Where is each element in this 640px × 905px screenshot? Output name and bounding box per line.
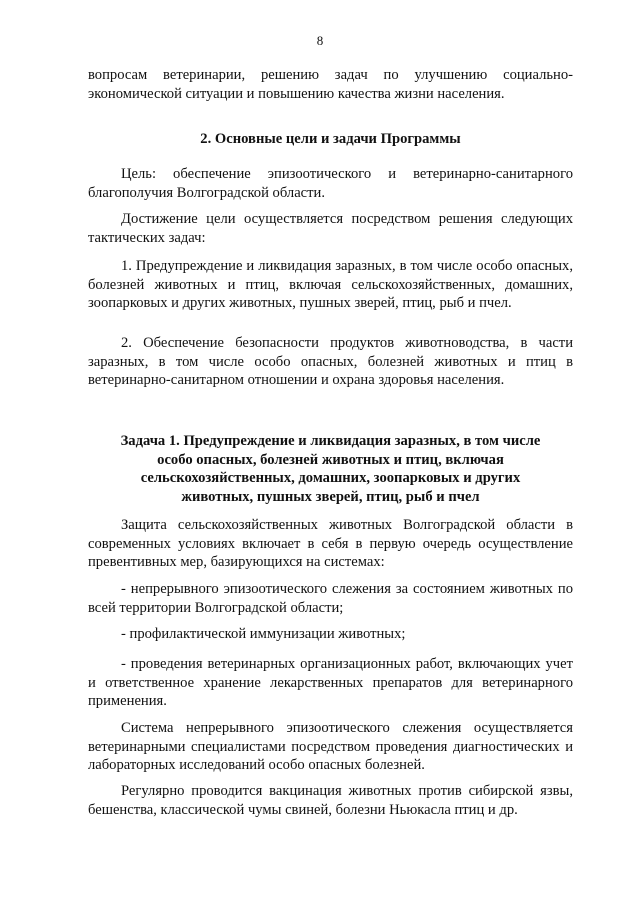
monitoring-system-paragraph: Система непрерывного эпизоотического слежения осуществляется ветеринарными специалистами посредством проведения диагностических и лабораторных исследований особо опасных болезней. <box>88 720 573 773</box>
task-list-item-1: 1. Предупреждение и ликвидация заразных, в том числе особо опасных, болезней животных и птиц, включая сельскохозяйственных, домашних, зоопарковых и других животных, пушных зверей, птиц, рыб и пчел. <box>88 258 573 311</box>
task1-heading-line-2: особо опасных, болезней животных и птиц, включая <box>157 451 504 468</box>
task1-heading-line-4: животных, пушных зверей, птиц, рыб и пчел <box>181 488 480 505</box>
section-heading: 2. Основные цели и задачи Программы <box>200 131 461 147</box>
goal-paragraph: Цель: обеспечение эпизоотического и ветеринарно-санитарного благополучия Волгоградской области. <box>88 166 573 201</box>
task1-heading-line-3: сельскохозяйственных, домашних, зоопарковых и других <box>140 470 521 486</box>
page-number: 8 <box>316 33 324 48</box>
vaccination-paragraph: Регулярно проводится вакцинация животных против сибирской язвы, бешенства, классической чумы свиней, болезни Ньюкасла птиц и др. <box>88 783 573 818</box>
achievement-paragraph: Достижение цели осуществляется посредством решения следующих тактических задач: <box>88 211 573 246</box>
task-list-item-2: 2. Обеспечение безопасности продуктов животноводства, в части заразных, в том числе особо опасных, болезней животных и птиц в ветеринарно-санитарном отношении и охрана здоровья населения. <box>88 335 573 388</box>
bullet-organizational-work: - проведения ветеринарных организационных работ, включающих учет и ответственное хранение лекарственных препаратов для ветеринарного применения. <box>88 656 573 709</box>
bullet-immunization: - профилактической иммунизации животных; <box>121 626 406 642</box>
task1-heading-line-1: Задача 1. Предупреждение и ликвидация заразных, в том числе <box>120 433 541 449</box>
protection-paragraph: Защита сельскохозяйственных животных Волгоградской области в современных условиях включает в себя в первую очередь осуществление превентивных мер, базирующихся на системах: <box>88 517 573 570</box>
intro-continuation-paragraph: вопросам ветеринарии, решению задач по улучшению социально-экономической ситуации и повышению качества жизни населения. <box>88 67 573 102</box>
task1-heading <box>88 432 573 506</box>
bullet-monitoring: - непрерывного эпизоотического слежения за состоянием животных по всей территории Волгоградской области; <box>88 581 573 616</box>
